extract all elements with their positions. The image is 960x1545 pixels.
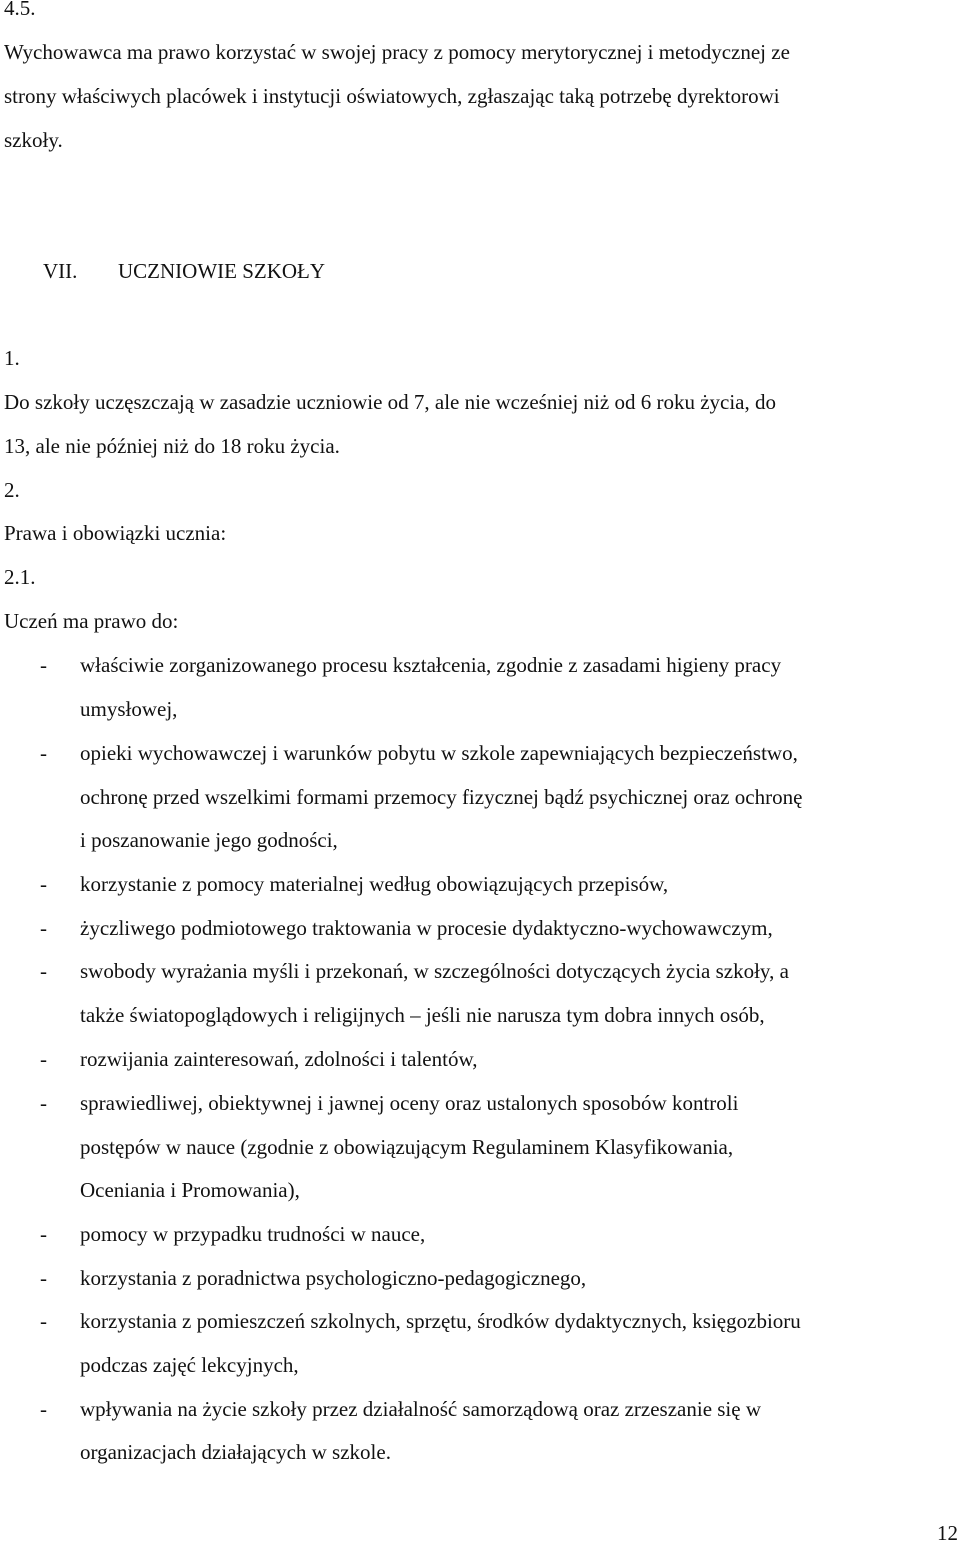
list-dash: -: [40, 1266, 47, 1290]
list-dash: -: [40, 1309, 47, 1333]
list-item-line: swobody wyrażania myśli i przekonań, w szczególności dotyczących życia szkoły, a: [80, 959, 789, 983]
point-2-text: Prawa i obowiązki ucznia:: [4, 521, 227, 545]
list-dash: -: [40, 872, 47, 896]
list-dash: -: [40, 741, 47, 765]
point-2-number: 2.: [4, 478, 20, 502]
point-1-number: 1.: [4, 346, 20, 370]
list-item-line: korzystanie z pomocy materialnej według obowiązujących przepisów,: [80, 872, 669, 896]
paragraph-line: 13, ale nie później niż do 18 roku życia.: [4, 434, 340, 458]
list-dash: -: [40, 653, 47, 677]
list-item-line: umysłowej,: [80, 697, 178, 721]
list-dash: -: [40, 959, 47, 983]
list-item-line: korzystania z pomieszczeń szkolnych, sprzętu, środków dydaktycznych, księgozbioru: [80, 1309, 801, 1333]
list-item-line: ochronę przed wszelkimi formami przemocy fizycznej bądź psychicznej oraz ochronę: [80, 785, 803, 809]
list-item-line: wpływania na życie szkoły przez działalność samorządową oraz zrzeszanie się w: [80, 1397, 762, 1421]
list-dash: -: [40, 1222, 47, 1246]
list-item-line: organizacjach działających w szkole.: [80, 1440, 391, 1464]
list-item-line: pomocy w przypadku trudności w nauce,: [80, 1222, 426, 1246]
list-dash: -: [40, 1047, 47, 1071]
list-item-line: właściwie zorganizowanego procesu kształcenia, zgodnie z zasadami higieny pracy: [80, 653, 782, 677]
list-item-line: Oceniania i Promowania),: [80, 1178, 300, 1202]
paragraph-line: szkoły.: [4, 128, 63, 152]
chapter-title: UCZNIOWIE SZKOŁY: [118, 259, 326, 283]
paragraph-line: Wychowawca ma prawo korzystać w swojej pracy z pomocy merytorycznej i metodycznej ze: [4, 40, 790, 64]
paragraph-line: strony właściwych placówek i instytucji oświatowych, zgłaszając taką potrzebę dyrektorowi: [4, 84, 780, 108]
point-2-1-intro: Uczeń ma prawo do:: [4, 609, 179, 633]
list-dash: -: [40, 1397, 47, 1421]
list-dash: -: [40, 1091, 47, 1115]
list-item-line: sprawiedliwej, obiektywnej i jawnej oceny oraz ustalonych sposobów kontroli: [80, 1091, 739, 1115]
list-item-line: i poszanowanie jego godności,: [80, 828, 338, 852]
list-dash: -: [40, 916, 47, 940]
list-item-line: korzystania z poradnictwa psychologiczno-pedagogicznego,: [80, 1266, 587, 1290]
page-number: 12: [937, 1521, 958, 1545]
chapter-number: VII.: [43, 259, 78, 283]
paragraph-line: Do szkoły uczęszczają w zasadzie uczniowie od 7, ale nie wcześniej niż od 6 roku życia, do: [4, 390, 777, 414]
list-item-line: rozwijania zainteresowań, zdolności i talentów,: [80, 1047, 478, 1071]
list-item-line: podczas zajęć lekcyjnych,: [80, 1353, 299, 1377]
list-item-line: postępów w nauce (zgodnie z obowiązującym Regulaminem Klasyfikowania,: [80, 1135, 734, 1159]
list-item-line: życzliwego podmiotowego traktowania w procesie dydaktyczno-wychowawczym,: [80, 916, 773, 940]
section-4-5-number: 4.5.: [4, 0, 36, 20]
list-item-line: także światopoglądowych i religijnych – jeśli nie narusza tym dobra innych osób,: [80, 1003, 765, 1027]
point-2-1-number: 2.1.: [4, 565, 36, 589]
list-item-line: opieki wychowawczej i warunków pobytu w szkole zapewniających bezpieczeństwo,: [80, 741, 798, 765]
